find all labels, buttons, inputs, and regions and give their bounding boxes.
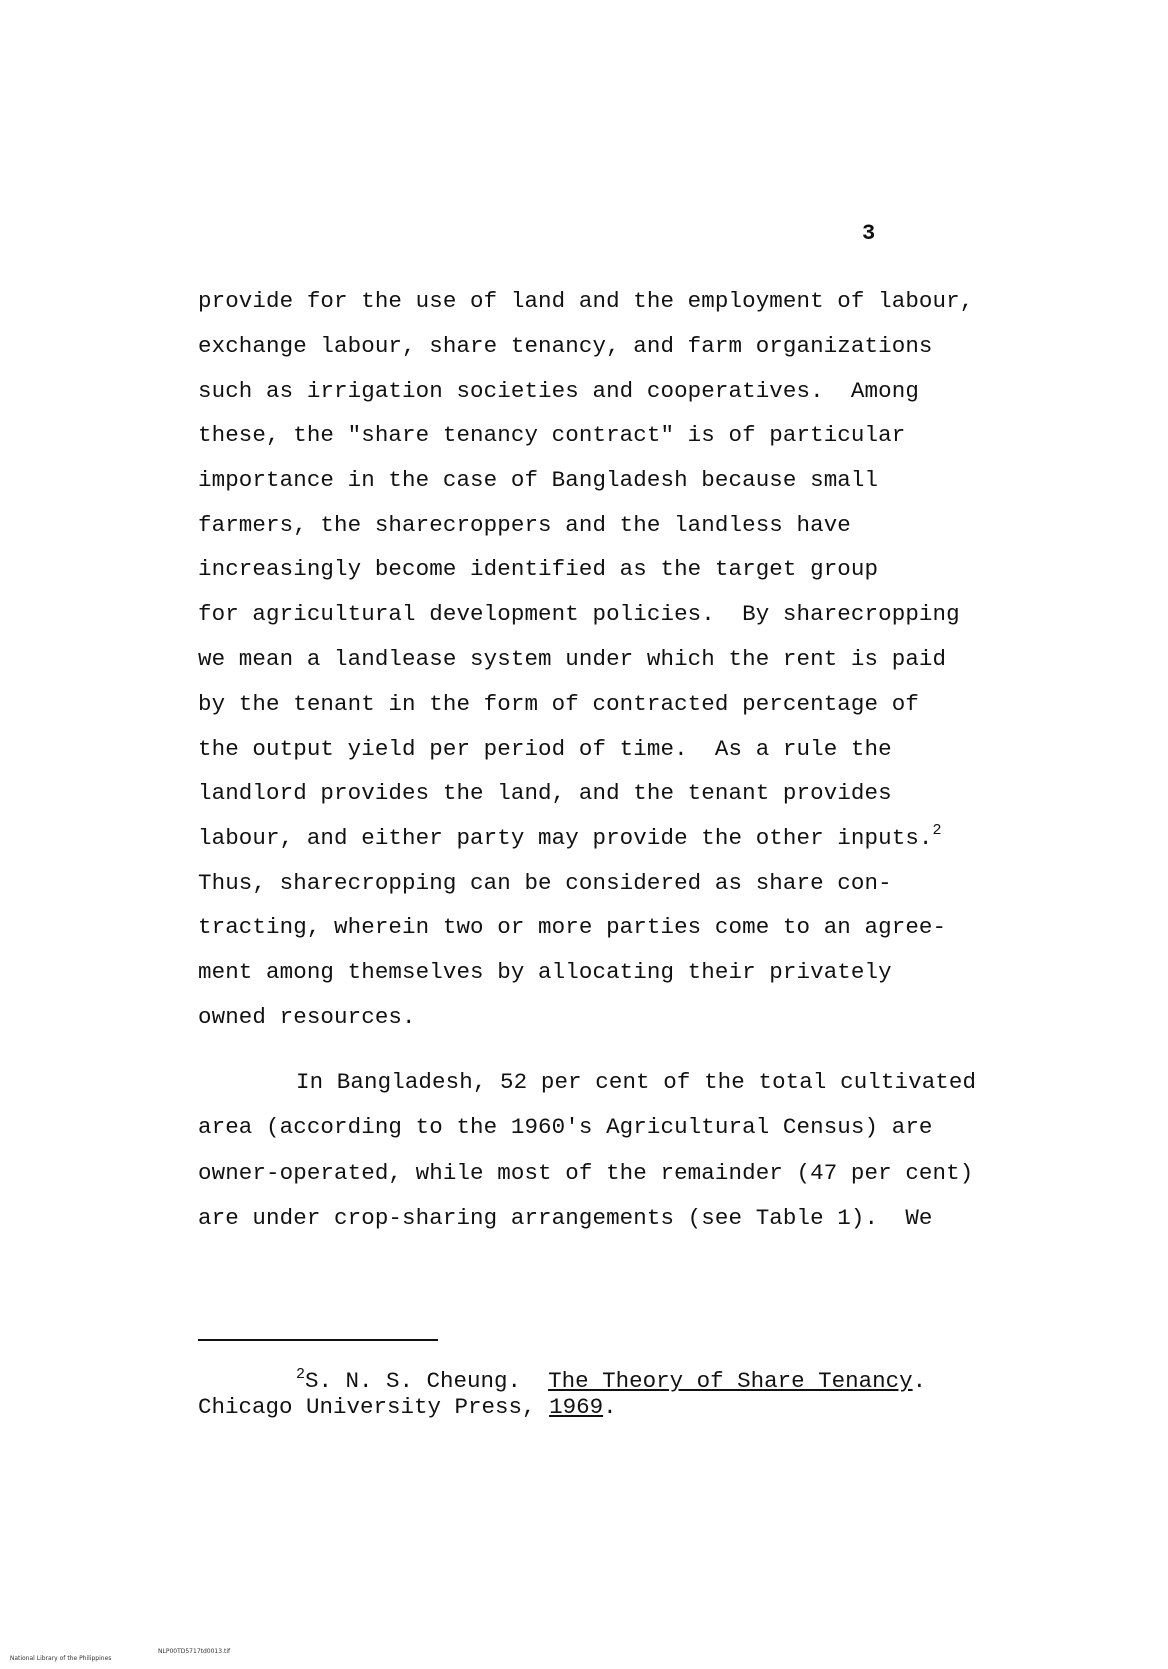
footnote	[198, 1368, 926, 1420]
text-line: these, the "share tenancy contract" is of particular	[198, 422, 906, 448]
footnote-title: The Theory of Share Tenancy	[548, 1368, 913, 1394]
text-line: increasingly become identified as the target group	[198, 556, 879, 582]
text-line: the output yield per period of time. As a rule the	[198, 736, 892, 762]
text-line: owner-operated, while most of the remainder (47 per cent)	[198, 1160, 974, 1186]
footnote-divider	[198, 1339, 438, 1341]
text-line: exchange labour, share tenancy, and farm organizations	[198, 333, 933, 359]
text-line: provide for the use of land and the employment of labour,	[198, 288, 974, 314]
text-line: farmers, the sharecroppers and the landless have	[198, 512, 851, 538]
footnote-number: 2	[296, 1366, 306, 1383]
text-line: for agricultural development policies. By sharecropping	[198, 601, 960, 627]
text-line: importance in the case of Bangladesh because small	[198, 467, 879, 493]
text-line: Thus, sharecropping can be considered as share con-	[198, 870, 892, 896]
text-line: tracting, wherein two or more parties come to an agree-	[198, 914, 947, 940]
scan-filename: NLP00TD5717td0013.tif	[158, 1648, 231, 1655]
footnote-punct: .	[603, 1394, 617, 1420]
text-line: by the tenant in the form of contracted percentage of	[198, 691, 919, 717]
library-credit: National Library of the Philippines	[9, 1655, 112, 1662]
footnote-year: 1969	[549, 1394, 604, 1420]
text-line: landlord provides the land, and the tenant provides	[198, 780, 892, 806]
text-line: we mean a landlease system under which the rent is paid	[198, 646, 947, 672]
footnote-punct: .	[912, 1368, 927, 1394]
footnote-reference[interactable]: 2	[932, 822, 942, 839]
text-line: owned resources.	[198, 1004, 416, 1030]
text-line: labour, and either party may provide the other inputs.	[198, 825, 933, 851]
text-line: are under crop-sharing arrangements (see Table 1). We	[198, 1205, 933, 1231]
page-number: 3	[862, 221, 876, 246]
text-line: In Bangladesh, 52 per cent of the total cultivated	[296, 1069, 977, 1095]
text-line-with-footnote	[198, 822, 942, 851]
text-line: such as irrigation societies and cooperatives. Among	[198, 378, 919, 404]
text-line: area (according to the 1960's Agricultural Census) are	[198, 1114, 933, 1140]
text-line: ment among themselves by allocating their privately	[198, 959, 892, 985]
scan-footer	[6, 1648, 231, 1669]
footnote-author: S. N. S. Cheung.	[305, 1368, 549, 1394]
footnote-publisher: Chicago University Press,	[198, 1394, 550, 1420]
